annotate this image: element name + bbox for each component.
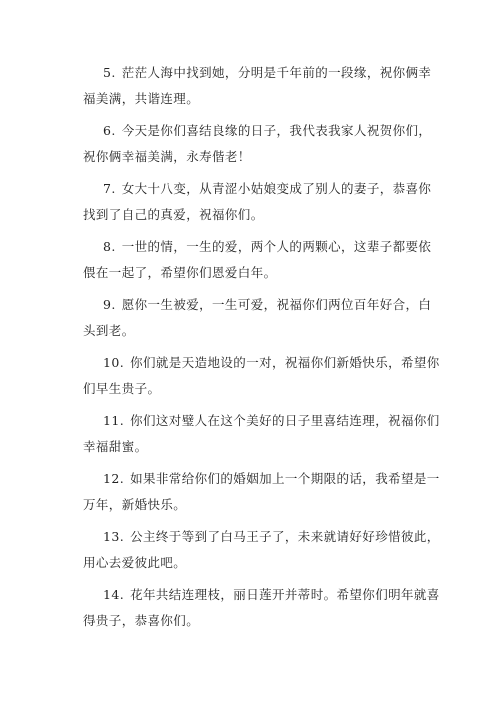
item-text: 你们这对璧人在这个美好的日子里喜结连理，祝福你们幸福甜蜜。 — [83, 413, 440, 454]
item-text: 女大十八变，从青涩小姑娘变成了别人的妻子，恭喜你找到了自己的真爱，祝福你们。 — [83, 181, 432, 222]
list-item — [83, 524, 443, 576]
list-item — [83, 118, 443, 170]
item-number: 10. — [103, 355, 125, 370]
list-item — [83, 176, 443, 228]
item-number: 8. — [103, 239, 116, 254]
item-number: 11. — [103, 413, 125, 428]
list-item — [83, 234, 443, 286]
blessings-list — [83, 60, 443, 640]
item-text: 一世的情，一生的爱，两个人的两颗心，这辈子都要依偎在一起了，希望你们恩爱白年。 — [83, 239, 432, 280]
list-item — [83, 60, 443, 112]
item-number: 14. — [103, 587, 125, 602]
list-item — [83, 292, 443, 344]
item-number: 13. — [103, 529, 125, 544]
item-number: 7. — [103, 181, 116, 196]
item-text: 公主终于等到了白马王子了，未来就请好好珍惜彼此，用心去爱彼此吧。 — [83, 529, 440, 570]
list-item — [83, 582, 443, 634]
item-number: 12. — [103, 471, 125, 486]
item-number: 6. — [103, 123, 116, 138]
item-text: 如果非常给你们的婚姻加上一个期限的话，我希望是一万年，新婚快乐。 — [83, 471, 440, 512]
list-item — [83, 466, 443, 518]
item-text: 今天是你们喜结良缘的日子，我代表我家人祝贺你们，祝你俩幸福美满，永寿偕老！ — [83, 123, 432, 164]
item-number: 5. — [103, 65, 116, 80]
list-item — [83, 350, 443, 402]
item-text: 你们就是天造地设的一对，祝福你们新婚快乐，希望你们早生贵子。 — [83, 355, 440, 396]
item-text: 花年共结连理枝，丽日莲开并蒂时。希望你们明年就喜得贵子，恭喜你们。 — [83, 587, 440, 628]
item-text: 茫茫人海中找到她，分明是千年前的一段缘，祝你俩幸福美满，共谐连理。 — [83, 65, 432, 106]
item-number: 9. — [103, 297, 116, 312]
list-item — [83, 408, 443, 460]
item-text: 愿你一生被爱，一生可爱，祝福你们两位百年好合，白头到老。 — [83, 297, 432, 338]
